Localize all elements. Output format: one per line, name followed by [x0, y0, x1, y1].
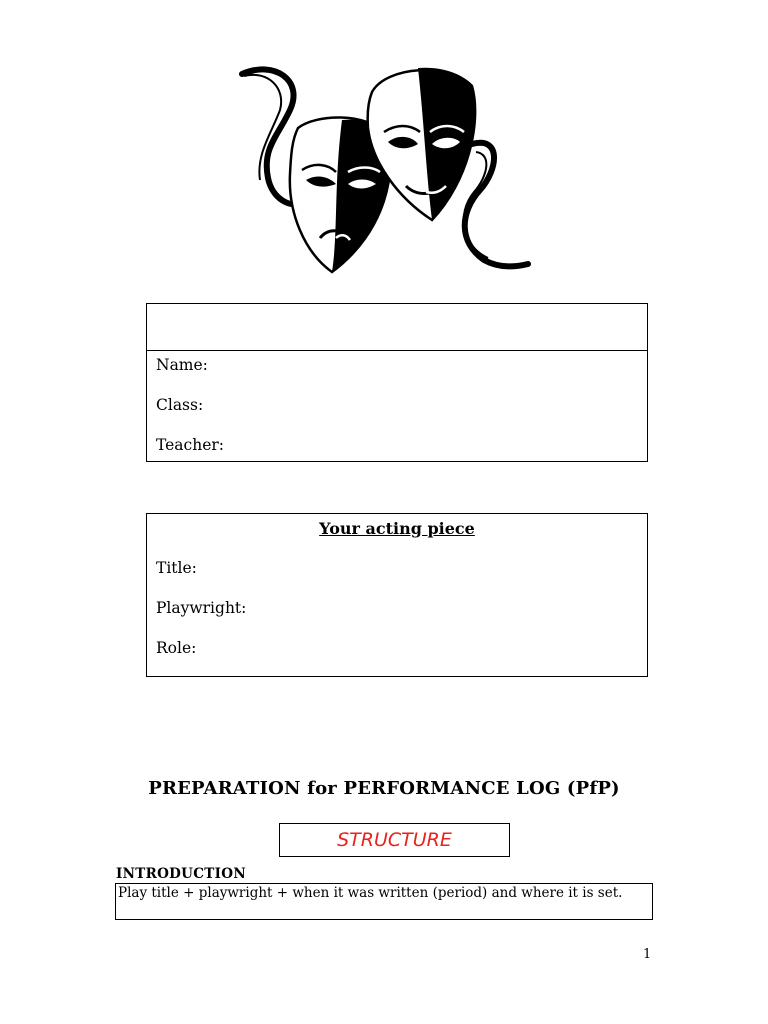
page-number: 1 — [643, 947, 652, 962]
structure-box — [279, 823, 510, 857]
title-label: Title: — [156, 559, 197, 577]
student-details-box — [146, 303, 648, 462]
acting-piece-box — [146, 513, 648, 677]
introduction-heading: INTRODUCTION — [116, 866, 246, 882]
role-label: Role: — [156, 639, 197, 657]
class-label: Class: — [156, 396, 204, 414]
playwright-label: Playwright: — [156, 599, 247, 617]
page-title: PREPARATION for PERFORMANCE LOG (PfP) — [148, 778, 620, 799]
header-cell — [147, 304, 647, 351]
structure-label: STRUCTURE — [337, 829, 452, 851]
theatre-masks-icon — [236, 62, 536, 278]
introduction-text: Play title + playwright + when it was written (period) and where it is set. — [115, 883, 653, 920]
teacher-label: Teacher: — [156, 436, 225, 454]
acting-piece-heading: Your acting piece — [319, 519, 475, 538]
name-label: Name: — [156, 356, 208, 374]
